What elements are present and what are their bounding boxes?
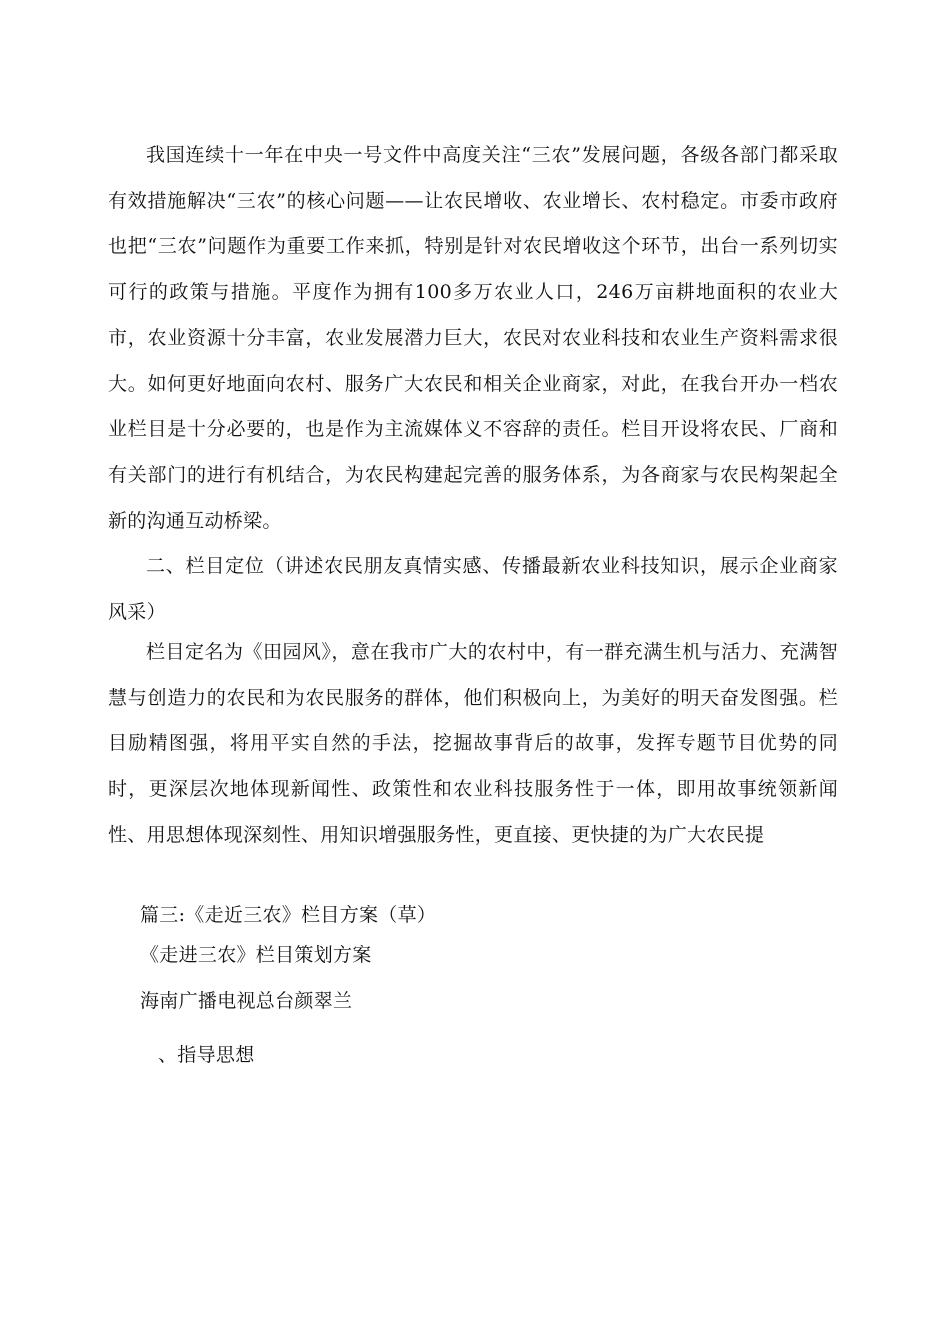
section-heading-positioning: 二、栏目定位（讲述农民朋友真情实感、传播最新农业科技知识，展示企业商家风采） xyxy=(108,555,838,623)
body-section-1 xyxy=(108,133,838,544)
positioning-paragraph: 栏目定名为《田园风》，意在我市广大的农村中，有一群充满生机与活力、充满智慧与创造力的农民和为农民服务的群体，他们积极向上，为美好的明天奋发图强。栏目励精图强，将用平实自然的手法，挖掘故事背后的故事，发挥专题节目优势的同时，更深层次地体现新闻性、政策性和农业科技服务性于一体，即用故事统领新闻性、用思想体现深刻性、用知识增强服务性，更直接、更快捷的为广大农民提 xyxy=(108,641,838,846)
chapter-title: 篇三:《走近三农》栏目方案（草） xyxy=(140,904,437,926)
body-section-2 xyxy=(108,544,838,635)
plan-title: 《走进三农》栏目策划方案 xyxy=(140,944,372,966)
section-heading-guiding-thought: 、指导思想 xyxy=(158,1044,255,1066)
intro-paragraph: 我国连续十一年在中央一号文件中高度关注“三农”发展问题，各级各部门都采取有效措施解决“三农”的核心问题——让农民增收、农业增长、农村稳定。市委市政府也把“三农”问题作为重要工作来抓，特别是针对农民增收这个环节，出台一系列切实可行的政策与措施。平度作为拥有100多万农业人口，246万亩耕地面积的农业大市，农业资源十分丰富，农业发展潜力巨大，农民对农业科技和农业生产资料需求很大。如何更好地面向农村、服务广大农民和相关企业商家，对此，在我台开办一档农业栏目是十分必要的，也是作为主流媒体义不容辞的责任。栏目开设将农民、厂商和有关部门的进行有机结合，为农民构建起完善的服务体系，为各商家与农民构架起全新的沟通互动桥梁。 xyxy=(108,144,838,532)
body-section-3 xyxy=(108,630,838,859)
author-line: 海南广播电视总台颜翠兰 xyxy=(140,990,353,1012)
